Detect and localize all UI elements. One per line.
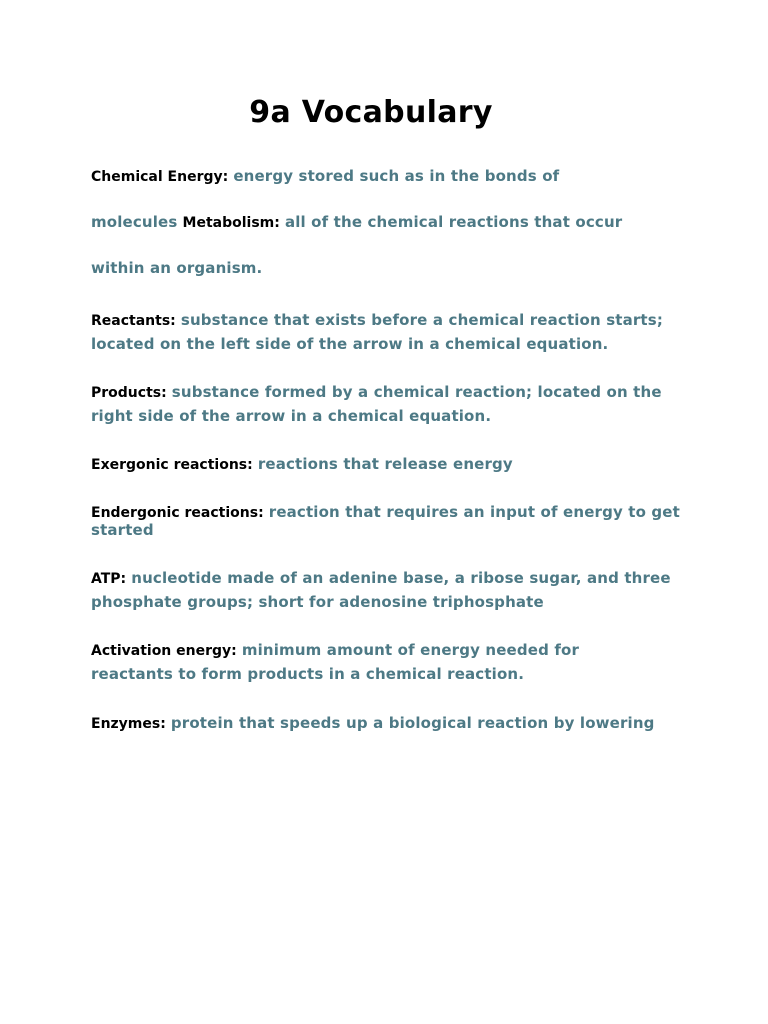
vocab-line-metabolism-cont [91,258,691,278]
term-exergonic: Exergonic reactions: [91,457,253,473]
definition-chemical-energy: energy stored such as in the bonds of [233,167,560,185]
definition-products-cont: right side of the arrow in a chemical equation. [91,407,492,425]
definition-reactants: substance that exists before a chemical reaction starts; [180,311,663,329]
term-enzymes: Enzymes: [91,716,166,732]
term-activation-energy: Activation energy: [91,643,237,659]
definition-activation-energy: minimum amount of energy needed for [241,641,580,659]
vocab-line-exergonic [91,454,691,475]
definition-products: substance formed by a chemical reaction; located on the [171,383,662,401]
term-products: Products: [91,385,167,401]
term-chemical-energy: Chemical Energy: [91,169,229,185]
vocab-line-metabolism [91,212,691,233]
vocab-line-products [91,382,691,403]
definition-endergonic: reaction that requires an input of energy to get [268,503,680,521]
definition-endergonic-cont: started [91,521,154,539]
definition-chemical-energy-cont: molecules [91,213,178,231]
vocab-line-enzymes [91,713,691,734]
term-reactants: Reactants: [91,313,176,329]
definition-atp: nucleotide made of an adenine base, a ribose sugar, and three [131,569,671,587]
vocab-line-activation-energy-cont [91,664,691,684]
definition-atp-cont: phosphate groups; short for adenosine triphosphate [91,593,544,611]
definition-reactants-cont: located on the left side of the arrow in a chemical equation. [91,335,609,353]
vocab-line-reactants-cont [91,334,691,354]
term-endergonic: Endergonic reactions: [91,505,264,521]
page-title: 9a Vocabulary [249,95,493,130]
definition-exergonic: reactions that release energy [257,455,513,473]
definition-enzymes: protein that speeds up a biological reaction by lowering [170,714,655,732]
term-atp: ATP: [91,571,127,587]
term-metabolism: Metabolism: [182,215,280,231]
vocab-line-chemical-energy [91,166,691,187]
vocab-line-atp-cont [91,592,691,612]
vocab-line-endergonic-cont [91,520,691,540]
vocab-line-activation-energy [91,640,691,661]
definition-metabolism: all of the chemical reactions that occur [284,213,623,231]
vocab-line-products-cont [91,406,691,426]
vocab-line-reactants [91,310,691,331]
vocab-line-atp [91,568,691,589]
definition-activation-energy-cont: reactants to form products in a chemical reaction. [91,665,525,683]
definition-metabolism-cont: within an organism. [91,259,263,277]
